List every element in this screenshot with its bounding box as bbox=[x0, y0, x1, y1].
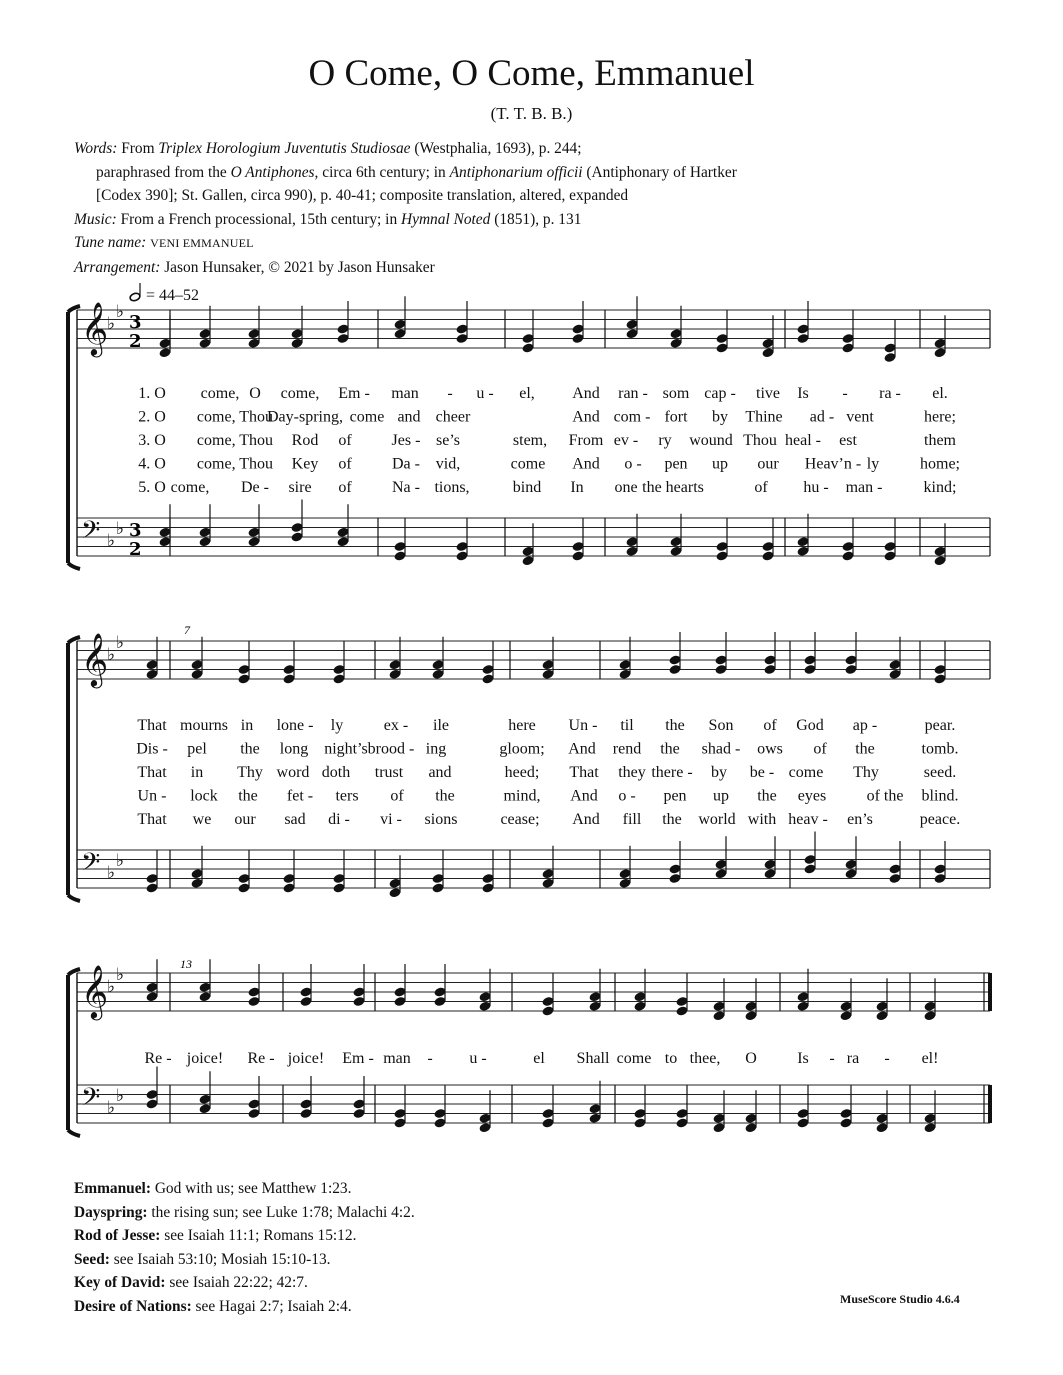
lyric-syllable: the bbox=[855, 740, 875, 758]
lyric-syllable: we bbox=[192, 811, 212, 828]
bass-clef-icon: 𝄢 bbox=[81, 1083, 101, 1118]
words-credit-line-1: Words: From Triplex Horologium Juventutis Studiosae (Westphalia, 1693), p. 244; bbox=[74, 140, 582, 157]
lyric-syllable: man bbox=[391, 385, 419, 402]
lyric-syllable: night’s bbox=[324, 740, 368, 758]
lyric-syllable: with bbox=[747, 811, 777, 828]
lyric-syllable: trust bbox=[374, 764, 404, 781]
time-signature: 3 bbox=[129, 312, 142, 333]
lyric-syllable: ile bbox=[433, 717, 449, 734]
lyric-syllable: joice! bbox=[186, 1050, 224, 1067]
voicing-subtitle: (T. T. B. B.) bbox=[490, 104, 573, 123]
lyric-syllable: And bbox=[572, 408, 600, 426]
lyric-syllable: man - bbox=[845, 479, 883, 496]
glossary-item: Dayspring: the rising sun; see Luke 1:78; Malachi 4:2. bbox=[74, 1203, 415, 1221]
treble-clef-icon: 𝄞 bbox=[81, 964, 109, 1018]
lyric-syllable: o - bbox=[618, 787, 636, 805]
clefs-and-signatures bbox=[81, 301, 142, 1118]
lyric-syllable: pen bbox=[664, 455, 688, 473]
time-signature: 2 bbox=[129, 539, 142, 560]
lyric-syllable: up bbox=[713, 787, 729, 805]
lyric-syllable: ly bbox=[866, 455, 880, 473]
lyric-syllable: ran - bbox=[618, 385, 648, 402]
lyric-syllable: of bbox=[763, 717, 777, 734]
lyric-syllable: bind bbox=[512, 479, 542, 496]
lyric-syllable: cheer bbox=[435, 408, 471, 426]
flat-icon: ♭ bbox=[107, 977, 116, 997]
lyric-syllable: come, bbox=[200, 385, 240, 402]
lyric-syllable: one bbox=[614, 479, 638, 496]
lyric-syllable: come, Thou bbox=[196, 432, 274, 449]
lyric-syllable: De - bbox=[241, 479, 269, 496]
time-signature: 3 bbox=[129, 520, 142, 541]
bass-clef-icon: 𝄢 bbox=[81, 516, 101, 551]
lyric-syllable: by bbox=[712, 408, 728, 426]
lyric-syllable: Na - bbox=[392, 479, 420, 496]
lyric-syllable: ap - bbox=[852, 717, 878, 734]
lyric-syllable: That bbox=[137, 717, 167, 734]
lyric-syllable: Key bbox=[291, 455, 319, 473]
lyric-syllable: lone - bbox=[276, 717, 314, 734]
lyric-syllable: heav - bbox=[788, 811, 828, 828]
lyric-syllable: ry bbox=[658, 432, 672, 449]
lyric-syllable: heal - bbox=[785, 432, 821, 449]
lyric-syllable: Un - bbox=[568, 717, 598, 734]
flat-icon: ♭ bbox=[116, 1086, 125, 1106]
lyric-syllable: of bbox=[338, 455, 352, 473]
time-signature: 2 bbox=[129, 331, 142, 352]
lyric-syllable: el. bbox=[932, 385, 948, 402]
lyric-syllable: here bbox=[508, 717, 536, 734]
system-bracket bbox=[68, 306, 80, 569]
lyric-syllable: o - bbox=[624, 455, 642, 473]
lyric-syllable: til bbox=[620, 717, 634, 734]
lyric-syllable: be - bbox=[749, 764, 775, 781]
lyric-syllable: in bbox=[240, 717, 254, 734]
glossary bbox=[74, 1177, 674, 1318]
lyric-syllable: - bbox=[842, 385, 848, 402]
lyric-syllable: el bbox=[533, 1050, 545, 1067]
lyric-syllable: 3. O bbox=[138, 432, 166, 449]
lyric-syllable: Shall bbox=[576, 1050, 610, 1067]
lyric-syllable: Thy bbox=[853, 764, 879, 781]
lyric-syllable: the hearts bbox=[642, 479, 704, 496]
flat-icon: ♭ bbox=[107, 531, 116, 551]
lyric-syllable: Un - bbox=[137, 787, 167, 805]
lyric-syllable: the bbox=[240, 740, 260, 758]
lyric-syllable: 5. O bbox=[138, 479, 166, 496]
lyric-syllable: gloom; bbox=[499, 740, 545, 758]
treble-clef-icon: 𝄞 bbox=[81, 301, 109, 355]
lyric-syllable: thee, bbox=[689, 1050, 721, 1067]
lyric-syllable: tive bbox=[756, 385, 780, 402]
glossary-item: Key of David: see Isaiah 22:22; 42:7. bbox=[74, 1274, 308, 1291]
lyric-syllable: of bbox=[754, 479, 768, 496]
lyric-syllable: doth bbox=[321, 764, 351, 781]
lyric-syllable: man bbox=[383, 1050, 411, 1067]
lyric-syllable: ly bbox=[330, 717, 344, 734]
lyric-syllable: est bbox=[839, 432, 857, 449]
lyric-syllable: the bbox=[662, 811, 682, 828]
words-credit-line-2: paraphrased from the O Antiphones, circa 6th century; in Antiphonarium officii (Antiphonary of Hartker bbox=[96, 163, 737, 181]
lyric-syllable: home; bbox=[920, 455, 960, 473]
lyric-syllable: cap - bbox=[704, 385, 736, 402]
lyric-syllable: sire bbox=[288, 479, 312, 496]
system-bracket bbox=[68, 637, 80, 901]
glossary-item: Desire of Nations: see Hagai 2:7; Isaiah 2:4. bbox=[74, 1297, 352, 1315]
lyric-syllable: And bbox=[568, 740, 596, 758]
lyric-syllable: stem, bbox=[512, 432, 548, 449]
lyric-syllable: - bbox=[427, 1050, 433, 1067]
lyric-syllable: tions, bbox=[434, 479, 470, 496]
lyric-syllable: Em - bbox=[338, 385, 370, 402]
lyric-syllable: of bbox=[338, 432, 352, 449]
measure-number: 13 bbox=[180, 957, 192, 971]
lyric-syllable: And bbox=[570, 787, 598, 805]
lyric-syllable: Re - bbox=[144, 1050, 172, 1067]
lyric-syllable: and bbox=[428, 764, 452, 781]
flat-icon: ♭ bbox=[116, 965, 125, 985]
lyric-syllable: ters bbox=[335, 787, 359, 805]
lyric-syllable: in bbox=[190, 764, 204, 781]
flat-icon: ♭ bbox=[116, 851, 125, 871]
lyric-syllable: Thine bbox=[745, 408, 783, 426]
lyric-syllable: From bbox=[568, 432, 604, 449]
lyric-syllable: com - bbox=[613, 408, 651, 426]
lyric-syllable: up bbox=[712, 455, 728, 473]
lyric-syllable: pel bbox=[187, 740, 207, 758]
words-credit-line-3: [Codex 390]; St. Gallen, circa 990), p. 40-41; composite translation, altered, expanded bbox=[96, 187, 629, 204]
bass-clef-icon: 𝄢 bbox=[81, 848, 101, 883]
lyric-syllable: ad - bbox=[809, 408, 835, 426]
lyric-syllable: they bbox=[618, 764, 646, 781]
tempo-text: = 44–52 bbox=[146, 287, 200, 304]
lyric-syllable: world bbox=[698, 811, 736, 828]
lyric-syllable: God bbox=[796, 717, 824, 734]
flat-icon: ♭ bbox=[107, 863, 116, 883]
flat-icon: ♭ bbox=[107, 645, 116, 665]
lyric-syllable: the bbox=[665, 717, 685, 734]
lyric-syllable: come, Thou bbox=[196, 455, 274, 473]
lyric-syllable: of bbox=[390, 787, 404, 805]
lyric-syllable: come, Thou bbox=[196, 408, 274, 426]
lyric-syllable: u - bbox=[476, 385, 494, 402]
measure-number: 7 bbox=[184, 623, 190, 637]
lyric-syllable: our bbox=[234, 811, 256, 828]
arrangement-credit: Arrangement: Jason Hunsaker, © 2021 by Jason Hunsaker bbox=[74, 258, 435, 276]
lyric-syllable: pear. bbox=[924, 717, 956, 734]
lyric-syllable: them bbox=[924, 432, 956, 449]
lyric-syllable: Thy bbox=[237, 764, 263, 781]
lyric-syllable: ra bbox=[846, 1050, 860, 1067]
system-bracket bbox=[68, 969, 80, 1136]
lyric-syllable: lock bbox=[190, 787, 218, 805]
lyric-syllable: come, bbox=[170, 479, 210, 496]
lyric-syllable: seed. bbox=[923, 764, 957, 781]
lyric-syllable: Is bbox=[797, 385, 809, 402]
lyric-syllable: ows bbox=[757, 740, 783, 758]
flat-icon: ♭ bbox=[107, 1098, 116, 1118]
lyric-syllable: of bbox=[813, 740, 827, 758]
lyric-syllable: O bbox=[249, 385, 261, 402]
tune-name-credit: Tune name: VENI EMMANUEL bbox=[74, 234, 254, 251]
lyric-syllable: se’s bbox=[436, 432, 460, 449]
lyric-syllable: ing bbox=[425, 740, 447, 758]
hymn-title: O Come, O Come, Emmanuel bbox=[308, 53, 755, 94]
lyric-syllable: the bbox=[757, 787, 777, 805]
lyric-syllable: el! bbox=[921, 1050, 939, 1067]
lyric-syllable: come bbox=[616, 1050, 652, 1067]
lyric-syllable: heed; bbox=[504, 764, 540, 781]
lyric-syllable: come, bbox=[280, 385, 320, 402]
lyric-syllable: en’s bbox=[847, 811, 873, 828]
lyric-syllable: pen bbox=[663, 787, 687, 805]
tempo-marking bbox=[129, 283, 199, 304]
lyric-syllable: kind; bbox=[923, 479, 957, 496]
lyric-syllable: eyes bbox=[797, 787, 827, 805]
lyric-syllable: Re - bbox=[247, 1050, 275, 1067]
lyric-syllable: - bbox=[829, 1050, 835, 1067]
lyric-syllable: Da - bbox=[392, 455, 420, 473]
lyrics bbox=[136, 385, 960, 1067]
lyric-syllable: - bbox=[884, 1050, 890, 1067]
lyric-syllable: cease; bbox=[500, 811, 540, 828]
lyric-syllable: peace. bbox=[919, 811, 961, 828]
glossary-item: Emmanuel: God with us; see Matthew 1:23. bbox=[74, 1180, 352, 1197]
lyric-syllable: blind. bbox=[921, 787, 959, 805]
lyric-syllable: O bbox=[745, 1050, 757, 1067]
lyric-syllable: el, bbox=[519, 385, 535, 402]
lyric-syllable: joice! bbox=[287, 1050, 325, 1067]
lyric-syllable: hu - bbox=[803, 479, 829, 496]
lyric-syllable: of the bbox=[866, 787, 904, 805]
music-credit: Music: From a French processional, 15th century; in Hymnal Noted (1851), p. 131 bbox=[74, 210, 582, 228]
lyric-syllable: And bbox=[572, 811, 600, 828]
lyric-syllable: Thou bbox=[743, 432, 777, 449]
lyric-syllable: here; bbox=[924, 408, 956, 426]
lyric-syllable: fill bbox=[622, 811, 642, 828]
lyric-syllable: That bbox=[137, 811, 167, 828]
lyric-syllable: our bbox=[757, 455, 779, 473]
lyric-syllable: brood - bbox=[367, 740, 415, 758]
lyric-syllable: vid, bbox=[435, 455, 461, 473]
lyric-syllable: fet - bbox=[286, 787, 314, 805]
lyric-syllable: ev - bbox=[613, 432, 639, 449]
lyric-syllable: Son bbox=[708, 717, 734, 734]
lyric-syllable: vent bbox=[846, 408, 874, 426]
treble-clef-icon: 𝄞 bbox=[81, 632, 109, 686]
lyric-syllable: That bbox=[569, 764, 599, 781]
lyric-syllable: the bbox=[238, 787, 258, 805]
lyric-syllable: That bbox=[137, 764, 167, 781]
lyric-syllable: come bbox=[349, 408, 385, 426]
lyric-syllable: the bbox=[435, 787, 455, 805]
lyric-syllable: And bbox=[572, 455, 600, 473]
lyric-syllable: vi - bbox=[380, 811, 402, 828]
lyric-syllable: sad bbox=[284, 811, 306, 828]
lyric-syllable: Day-spring, bbox=[267, 408, 343, 426]
lyric-syllable: there - bbox=[651, 764, 693, 781]
glossary-item: Seed: see Isaiah 53:10; Mosiah 15:10-13. bbox=[74, 1250, 331, 1268]
lyric-syllable: and bbox=[397, 408, 421, 426]
lyric-syllable: of bbox=[338, 479, 352, 496]
lyric-syllable: long bbox=[279, 740, 309, 758]
lyric-syllable: - bbox=[447, 385, 453, 402]
lyric-syllable: 4. O bbox=[138, 455, 166, 473]
lyric-syllable: Is bbox=[797, 1050, 809, 1067]
lyric-syllable: Em - bbox=[342, 1050, 374, 1067]
lyric-syllable: u - bbox=[469, 1050, 487, 1067]
lyric-syllable: come bbox=[510, 455, 546, 473]
lyric-syllable: 1. O bbox=[138, 385, 166, 402]
lyric-syllable: mind, bbox=[503, 787, 541, 805]
lyric-syllable: 2. O bbox=[138, 408, 166, 426]
lyric-syllable: di - bbox=[328, 811, 350, 828]
flat-icon: ♭ bbox=[107, 314, 116, 334]
lyric-syllable: mourns bbox=[180, 717, 228, 734]
lyric-syllable: Rod bbox=[291, 432, 319, 449]
lyric-syllable: In bbox=[570, 479, 584, 496]
lyric-syllable: ra - bbox=[879, 385, 901, 402]
flat-icon: ♭ bbox=[116, 302, 125, 322]
lyric-syllable: to bbox=[664, 1050, 678, 1067]
lyric-syllable: And bbox=[572, 385, 600, 402]
glossary-item: Rod of Jesse: see Isaiah 11:1; Romans 15:12. bbox=[74, 1227, 357, 1244]
lyric-syllable: wound bbox=[689, 432, 733, 449]
lyric-syllable: word bbox=[276, 764, 310, 781]
lyric-syllable: Dis - bbox=[136, 740, 168, 758]
lyric-syllable: come bbox=[788, 764, 824, 781]
lyric-syllable: Heav’n - bbox=[804, 455, 862, 473]
flat-icon: ♭ bbox=[116, 633, 125, 653]
lyric-syllable: rend bbox=[612, 740, 642, 758]
flat-icon: ♭ bbox=[116, 519, 125, 539]
lyric-syllable: tomb. bbox=[921, 740, 959, 758]
lyric-syllable: sions bbox=[424, 811, 458, 828]
lyric-syllable: fort bbox=[664, 408, 688, 426]
lyric-syllable: by bbox=[711, 764, 727, 781]
lyric-syllable: Jes - bbox=[391, 432, 421, 449]
lyric-syllable: som bbox=[662, 385, 690, 402]
software-credit: MuseScore Studio 4.6.4 bbox=[840, 1292, 960, 1306]
lyric-syllable: the bbox=[660, 740, 680, 758]
lyric-syllable: shad - bbox=[701, 740, 741, 758]
lyric-syllable: ex - bbox=[383, 717, 409, 734]
